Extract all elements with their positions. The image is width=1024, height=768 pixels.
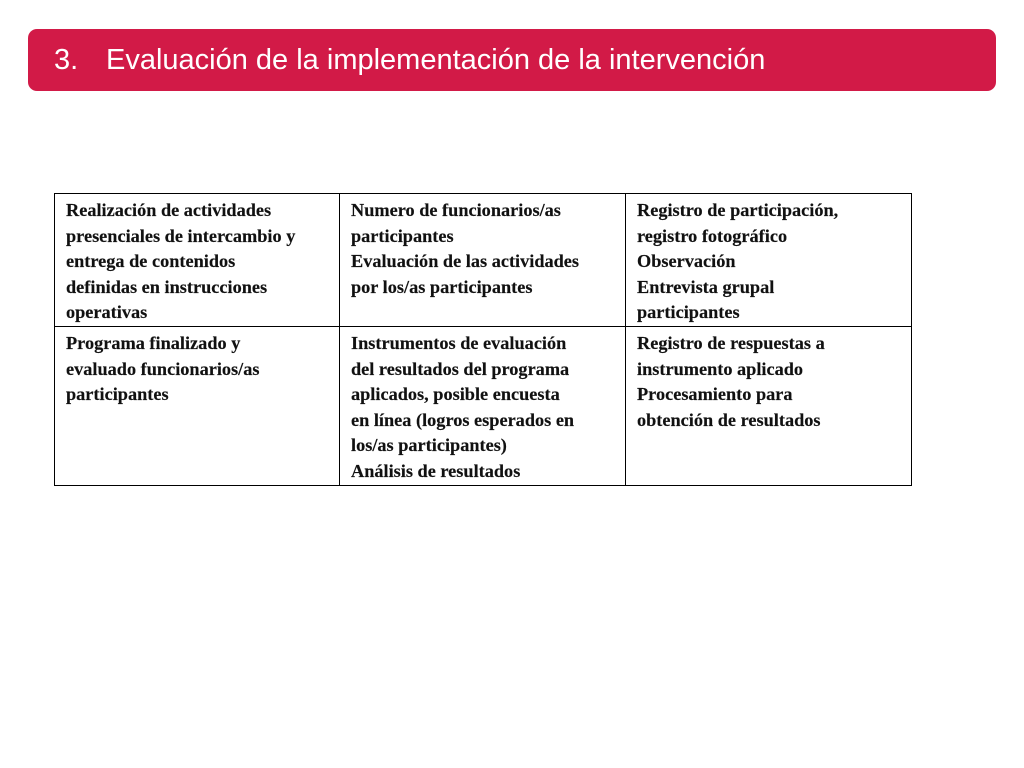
table-cell [55, 326, 340, 485]
cell-line: Evaluación de las actividades [351, 251, 580, 272]
cell-line: entrega de contenidos [66, 251, 236, 272]
cell-line: registro fotográfico [637, 225, 788, 246]
cell-line: del resultados del programa [351, 358, 570, 379]
cell-line: Programa finalizado y [66, 332, 241, 353]
cell-line: en línea (logros esperados en [351, 409, 575, 430]
cell-line: evaluado funcionarios/as [66, 358, 260, 379]
cell-line: los/as participantes) [351, 435, 507, 456]
cell-line: Realización de actividades [66, 200, 272, 220]
cell-line: participantes [637, 302, 740, 323]
table-cell [340, 194, 626, 327]
cell-line: Registro de respuestas a [637, 332, 825, 353]
evaluation-table-image [54, 193, 911, 486]
slide-title-bar [28, 29, 996, 91]
table-cell [340, 326, 626, 485]
cell-line: Procesamiento para [637, 384, 793, 405]
table-cell [626, 194, 912, 327]
table-cell [626, 326, 912, 485]
cell-line: participantes [351, 225, 454, 246]
slide-title: Evaluación de la implementación de la intervención [106, 43, 766, 76]
cell-line: Entrevista grupal [637, 276, 775, 297]
evaluation-table [54, 193, 912, 486]
cell-line: presenciales de intercambio y [66, 225, 296, 246]
cell-line: obtención de resultados [637, 409, 821, 430]
table-cell [55, 194, 340, 327]
cell-line: Instrumentos de evaluación [351, 332, 567, 353]
table-row [55, 194, 912, 327]
cell-line: participantes [66, 384, 169, 405]
cell-line: Registro de participación, [637, 200, 839, 220]
cell-line: Análisis de resultados [351, 460, 521, 481]
cell-line: por los/as participantes [351, 276, 533, 297]
cell-line: definidas en instrucciones [66, 276, 268, 297]
cell-line: Observación [637, 251, 736, 272]
slide-title-number: 3. [54, 43, 79, 76]
cell-line: operativas [66, 302, 148, 323]
cell-line: Numero de funcionarios/as [351, 200, 561, 220]
cell-line: aplicados, posible encuesta [351, 384, 560, 405]
table-row [55, 326, 912, 485]
cell-line: instrumento aplicado [637, 358, 804, 379]
